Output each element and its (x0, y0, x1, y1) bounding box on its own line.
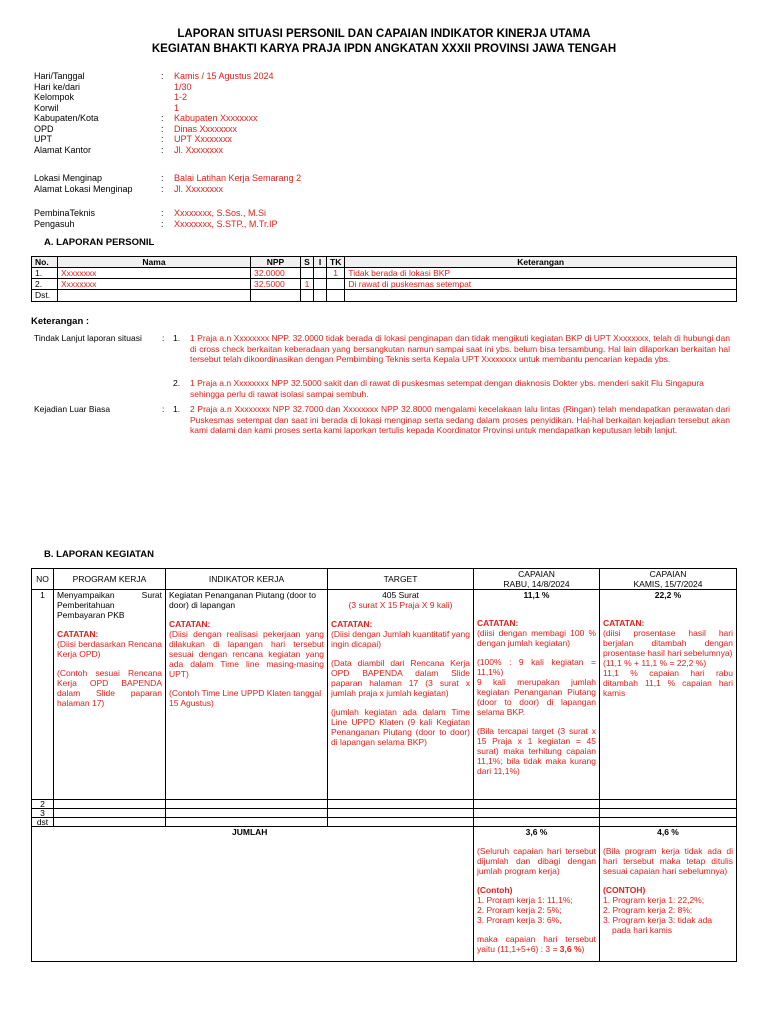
cell-npp: 32.0000 (251, 268, 301, 279)
cell-indikator: Kegiatan Penanganan Piutang (door to door) di lapangan CATATAN: (Diisi dengan realisasi pekerjaan yang dilakukan di lapangan hari tersebut sesuai dengan rencana kegiatan yang ada dalam Time line masing-masing UPT) (Contoh Time Line UPPD Klaten tanggal 15 Agustus) (166, 590, 328, 800)
cell-nama: Xxxxxxxx (58, 279, 251, 290)
cell-program: Menyampaikan Surat Pemberitahuan Pembayaran PKB CATATAN: (Diisi berdasarkan Rencana Kerja OPD) (Contoh sesuai Rencana Kerja OPD BAPENDA dalam Slide paparan halaman 17) (54, 590, 166, 800)
tindak-lanjut-item-1: 1 Praja a.n Xxxxxxxx NPP. 32.0000 tidak berada di lokasi penginapan dan tidak mengikuti kegiatan BKP di UPT Xxxxxxxx, telah di hubungi dan di cross check berkaitan keberadaan yang bersangkutan namun sampai saat ini ybs. belum bisa tersambung. Hal lain dilaporkan berkaitan hal tersebut telah dikoordinasikan dengan Pembimbing Teknis serta Kepala UPT Xxxxxxxx untuk membantu pencarian kepada ybs. (190, 333, 730, 364)
table-row (32, 590, 737, 800)
col-header-npp: NPP (251, 257, 301, 268)
cell-s (301, 290, 314, 302)
info-value: Kamis / 15 Agustus 2024 (174, 71, 274, 81)
table-row (32, 809, 737, 818)
cell-npp (251, 290, 301, 302)
cell-target: 405 Surat (3 surat X 15 Praja X 9 kali) CATATAN: (Diisi dengan Jumlah kuantitatif yang ingin dicapai) (Data diambil dari Rencana Kerja OPD BAPENDA dalam Slide paparan halaman 17 (3 surat x jumlah praja x jumlah kegiatan) (jumlah kegiatan ada dalam Time Line UPPD Klaten (9 kali Kegiatan Penanganan Piutang (door to door) di lapangan selama BKP) (328, 590, 474, 800)
info-label: Korwil (34, 102, 59, 113)
col-header-s: S (301, 257, 314, 268)
cell-tk (327, 290, 345, 302)
cell-tk: 1 (327, 268, 345, 279)
info-label: Alamat Lokasi Menginap (34, 183, 133, 194)
cell-no: 3 (32, 809, 54, 818)
col-header-capaian-rabu: CAPAIAN RABU, 14/8/2024 (474, 569, 600, 590)
tindak-lanjut-item-2: 1 Praja a.n Xxxxxxxx NPP 32.5000 sakit dan di rawat di puskesmas setempat dengan diaknosis Dokter ybs. menderi sakit Flu Singapura sehingga perlu di rawat isolasi sampai sembuh. (190, 378, 704, 399)
table-row (32, 279, 737, 290)
cell-no: 1 (32, 590, 54, 800)
info-value: Dinas Xxxxxxxx (174, 123, 238, 134)
col-header-keterangan: Keterangan (345, 257, 737, 268)
cell-i (314, 290, 327, 302)
cell-capaian-rabu: 11,1 % CATATAN: (diisi dengan membagi 100 % dengan jumlah kegiatan) (100% : 9 kali kegiatan = 11,1%) 9 kali merupakan jumlah kegiatan Penanganan Piutang (door to door) di lapangan selama BKP. (Bila tercapai target (3 surat x 15 Praja x 1 kegiatan = 45 surat) maka terhitung capaian 11,1%; bila tidak maka kurang dari 11,1%) (474, 590, 600, 800)
section-a-heading: A. LAPORAN PERSONIL (44, 237, 155, 248)
info-value: Xxxxxxxx, S.Sos., M.Si (174, 208, 267, 218)
jumlah-row (32, 827, 737, 962)
col-header-indikator: INDIKATOR KERJA (166, 569, 328, 590)
list-number: 2. (173, 378, 181, 388)
tindak-lanjut-label: Tindak Lanjut laporan situasi (34, 333, 142, 343)
kejadian-label: Kejadian Luar Biasa (34, 404, 111, 414)
info-value: Xxxxxxxx, S.STP., M.Tr.IP (174, 218, 278, 229)
info-value: UPT Xxxxxxxx (174, 134, 232, 144)
cell-jumlah-kamis: 4,6 % (Bila program kerja tidak ada di hari tersebut maka tetap ditulis sesuai capaian hari sebelumnya) (CONTOH) 1. Program kerja 1: 22,2%; 2. Program kerja 2: 8%; 3. Program kerja 3: tidak ada pada hari kamis (600, 827, 737, 962)
cell-tk (327, 279, 345, 290)
info-value: Jl. Xxxxxxxx (174, 144, 224, 155)
cell-no: 2 (32, 800, 54, 809)
kejadian-item-1: 2 Praja a.n Xxxxxxxx NPP 32.7000 dan Xxxxxxxx NPP 32.8000 mengalami kecelakaan lalu lintas (Ringan) telah mendapatkan perawatan dari Puskesmas setempat dan saat ini berada di lokasi menginap serta sedang dalam proses penyidikan. Hal-hal berkaitan kejadian tersebut akan kami dalami dan kami proses serta kami laporkan tertulis kepada Koordinator Provinsi untuk mendapatkan keputusan lebih lanjut. (190, 404, 730, 435)
cell-keterangan: Di rawat di puskesmas setempat (345, 279, 737, 290)
cell-keterangan: Tidak berada di lokasi BKP (345, 268, 737, 279)
info-value: 1 (174, 102, 180, 113)
cell-capaian-kamis: 22,2 % CATATAN: (diisi prosentase hasil hari berjalan ditambah dengan prosentase hasil hari sebelumnya) (11,1 % + 11,1 % = 22,2 %) 11,1 % capaian hari rabu ditambah 11,1 % capaian hari kamis (600, 590, 737, 800)
col-header-program: PROGRAM KERJA (54, 569, 166, 590)
info-value: 1/30 (174, 81, 192, 92)
info-label: UPT (34, 134, 52, 144)
table-row (32, 800, 737, 809)
cell-no: 2. (32, 279, 58, 290)
cell-no: 1. (32, 268, 58, 279)
col-header-capaian-kamis: CAPAIAN KAMIS, 15/7/2024 (600, 569, 737, 590)
list-number: 1. (173, 404, 181, 414)
info-label: Pengasuh (34, 218, 75, 229)
col-header-i: I (314, 257, 327, 268)
info-label: Kabupaten/Kota (34, 113, 99, 123)
col-header-target: TARGET (328, 569, 474, 590)
info-label: Hari/Tanggal (34, 71, 85, 81)
report-title (0, 27, 768, 57)
cell-no: Dst. (32, 290, 58, 302)
info-label: Lokasi Menginap (34, 173, 103, 183)
kegiatan-table (31, 568, 737, 962)
jumlah-label: JUMLAH (32, 827, 474, 962)
table-header-row (32, 257, 737, 268)
cell-nama: Xxxxxxxx (58, 268, 251, 279)
cell-jumlah-rabu: 3,6 % (Seluruh capaian hari tersebut dijumlah dan dibagi dengan jumlah program kerja) (Contoh) 1. Proram kerja 1: 11,1%; 2. Proram kerja 2: 5%; 3. Proram kerja 3: 6%, maka capaian hari tersebut yaitu (11,1+5+6) : 3 = 3,6 %) (474, 827, 600, 962)
info-label: PembinaTeknis (34, 208, 96, 218)
table-row (32, 818, 737, 827)
info-label: Kelompok (34, 92, 75, 102)
cell-npp: 32.5000 (251, 279, 301, 290)
title-line-1: LAPORAN SITUASI PERSONIL DAN CAPAIAN INDIKATOR KINERJA UTAMA (177, 28, 591, 40)
table-header-row (32, 569, 737, 590)
cell-i (314, 268, 327, 279)
col-header-no: NO (32, 569, 54, 590)
cell-s (301, 268, 314, 279)
keterangan-heading: Keterangan : (31, 316, 90, 327)
info-value: Kabupaten Xxxxxxxx (174, 113, 258, 123)
personil-table (31, 256, 737, 302)
cell-nama (58, 290, 251, 302)
info-value: Jl. Xxxxxxxx (174, 183, 224, 194)
col-header-tk: TK (327, 257, 345, 268)
cell-no: dst (32, 818, 54, 827)
info-value: Balai Latihan Kerja Semarang 2 (174, 173, 302, 183)
section-b-heading: B. LAPORAN KEGIATAN (44, 549, 154, 560)
info-label: OPD (34, 123, 54, 134)
list-number: 1. (173, 333, 181, 343)
info-label: Hari ke/dari (34, 81, 81, 92)
col-header-nama: Nama (58, 257, 251, 268)
table-row (32, 268, 737, 279)
cell-s: 1 (301, 279, 314, 290)
title-line-2: KEGIATAN BHAKTI KARYA PRAJA IPDN ANGKATAN XXXII PROVINSI JAWA TENGAH (151, 43, 617, 55)
info-label: Alamat Kantor (34, 144, 92, 155)
info-value: 1-2 (174, 92, 188, 102)
table-row (32, 290, 737, 302)
col-header-no: No. (32, 257, 58, 268)
cell-i (314, 279, 327, 290)
cell-keterangan (345, 290, 737, 302)
